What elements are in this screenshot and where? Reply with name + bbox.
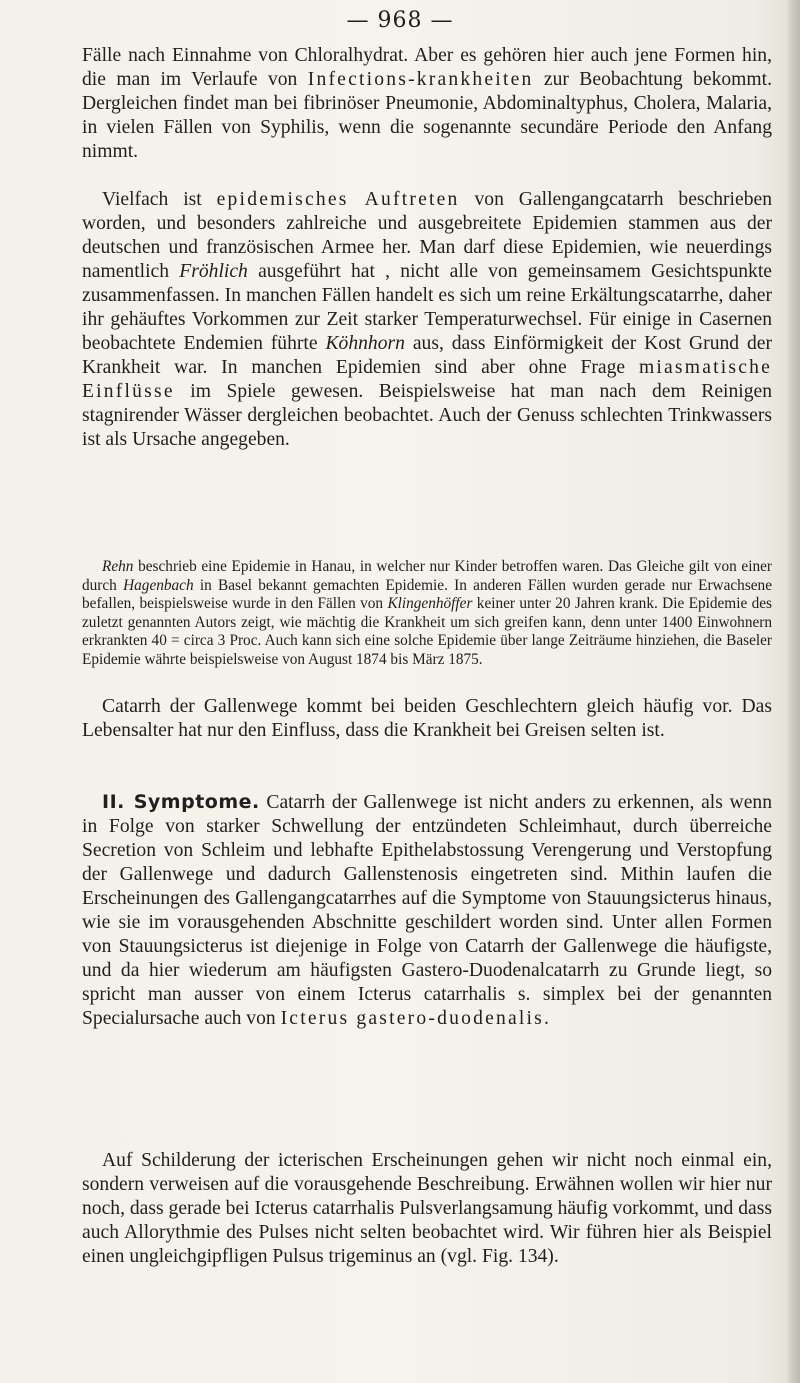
- author-name: Köhnhorn: [325, 333, 405, 354]
- author-name: Rehn: [102, 558, 134, 575]
- emphasis-spaced: epidemisches Auftreten: [216, 189, 460, 210]
- author-name: Klingenhöffer: [387, 595, 473, 612]
- text-run: Catarrh der Gallenwege kommt bei beiden Geschlechtern gleich häufig vor. Das Lebensalter hat nur den Einfluss, dass die Krankheit bei Greisen selten ist.: [82, 696, 772, 741]
- paragraph-sex-age: [82, 695, 772, 743]
- text-run: beschrieb eine Epidemie in Hanau, in welcher nur Kinder betroffen waren. Das Gleiche gilt von einer durch: [82, 558, 772, 594]
- text-run: im Spiele gewesen. Beispielsweise hat man nach dem Reinigen stagnirender Wässer dergleichen beobachtet. Auch der Genuss schlechten Trinkwassers ist als Ursache angegeben.: [82, 381, 772, 450]
- text-run: von Gallengangcatarrh beschrieben worden, und besonders zahlreiche und ausgebreitete Epidemien stammen aus der deutschen und französischen Armee her. Man darf diese Epidemien, wie neuerdings namentlich: [82, 189, 772, 282]
- paragraph-pulse: [82, 1149, 772, 1269]
- page-number: — 968 —: [346, 8, 454, 33]
- footnote-epidemics: [82, 558, 772, 669]
- text-run: ausgeführt hat , nicht alle von gemeinsamem Gesichtspunkte zusammenfassen. In manchen Fällen handelt es sich um reine Erkältungscatarrhe, daher ihr gehäuftes Vorkommen zur Zeit starker Temperaturwechsel. Für einige in Casernen beobachtete Endemien führte: [82, 261, 772, 354]
- paragraph-symptoms: [82, 790, 772, 1031]
- page-edge-shadow: [786, 0, 800, 1383]
- text-run: zur Beobachtung bekommt. Dergleichen findet man bei fibrinöser Pneumonie, Abdominaltyphus, Cholera, Malaria, in vielen Fällen von Syphilis, wenn die sogenannte secundäre Periode den Anfang nimmt.: [82, 69, 772, 162]
- emphasis-spaced: Infections-krankheiten: [307, 69, 534, 90]
- text-run: aus, dass Einförmigkeit der Kost Grund der Krankheit war. In manchen Epidemien sind aber ohne Frage: [82, 333, 772, 378]
- text-run: Auf Schilderung der icterischen Erscheinungen gehen wir nicht noch einmal ein, sondern verweisen auf die vorausgehende Beschreibung. Erwähnen wollen wir hier nur noch, dass gerade bei Icterus catarrhalis Pulsverlangsamung häufig vorkommt, und dass auch Allorythmie des Pulses nicht selten beobachtet wird. Wir führen hier als Beispiel einen ungleichgipfligen Pulsus trigeminus an (vgl. Fig. 134).: [82, 1150, 772, 1267]
- text-run: .: [543, 1008, 549, 1029]
- text-run: Catarrh der Gallenwege ist nicht anders zu erkennen, als wenn in Folge von starker Schwellung der entzündeten Schleimhaut, durch überreiche Secretion von Schleim und lebhafte Epithelabstossung Verengerung und Verstopfung der Gallenwege und dadurch Gallenstenosis eingetreten sind. Mithin laufen die Erscheinungen des Gallengangcatarrhes auf die Symptome von Stauungsicterus hinaus, wie sie im vorausgehenden Abschnitte geschildert worden sind. Unter allen Formen von Stauungsicterus ist diejenige in Folge von Catarrh der Gallenwege die häufigste, und da hier wiederum am häufigsten Gastero-Duodenalcatarrh zu Grunde liegt, so spricht man ausser von einem Icterus catarrhalis s. simplex bei der genannten Specialursache auch von: [82, 792, 772, 1029]
- emphasis-spaced: miasmatische Einflüsse: [82, 357, 772, 402]
- text-run: Fälle nach Einnahme von Chloralhydrat. Aber es gehören hier auch jene Formen hin, die man im Verlaufe von: [82, 45, 772, 90]
- text-run: keiner unter 20 Jahren krank. Die Epidemie des zuletzt genannten Autors zeigt, wie mächtig die Krankheit um sich greifen kann, denn unter 1400 Einwohnern erkrankten 40 = circa 3 Proc. Auch kann sich eine solche Epidemie über lange Zeiträume hinziehen, die Baseler Epidemie währte beispielsweise von August 1874 bis März 1875.: [82, 595, 773, 668]
- text-run: in Basel bekannt gemachten Epidemie. In anderen Fällen wurden gerade nur Erwachsene befallen, beispielsweise wurde in den Fällen von: [82, 576, 772, 612]
- emphasis-spaced: Icterus gastero-duodenalis: [280, 1008, 544, 1029]
- section-heading: II. Symptome.: [102, 791, 260, 813]
- paragraph-epidemics: [82, 188, 772, 452]
- author-name: Hagenbach: [123, 576, 194, 594]
- text-run: Vielfach ist: [102, 189, 217, 210]
- author-name: Fröhlich: [179, 261, 248, 282]
- paragraph-infections: [82, 44, 772, 164]
